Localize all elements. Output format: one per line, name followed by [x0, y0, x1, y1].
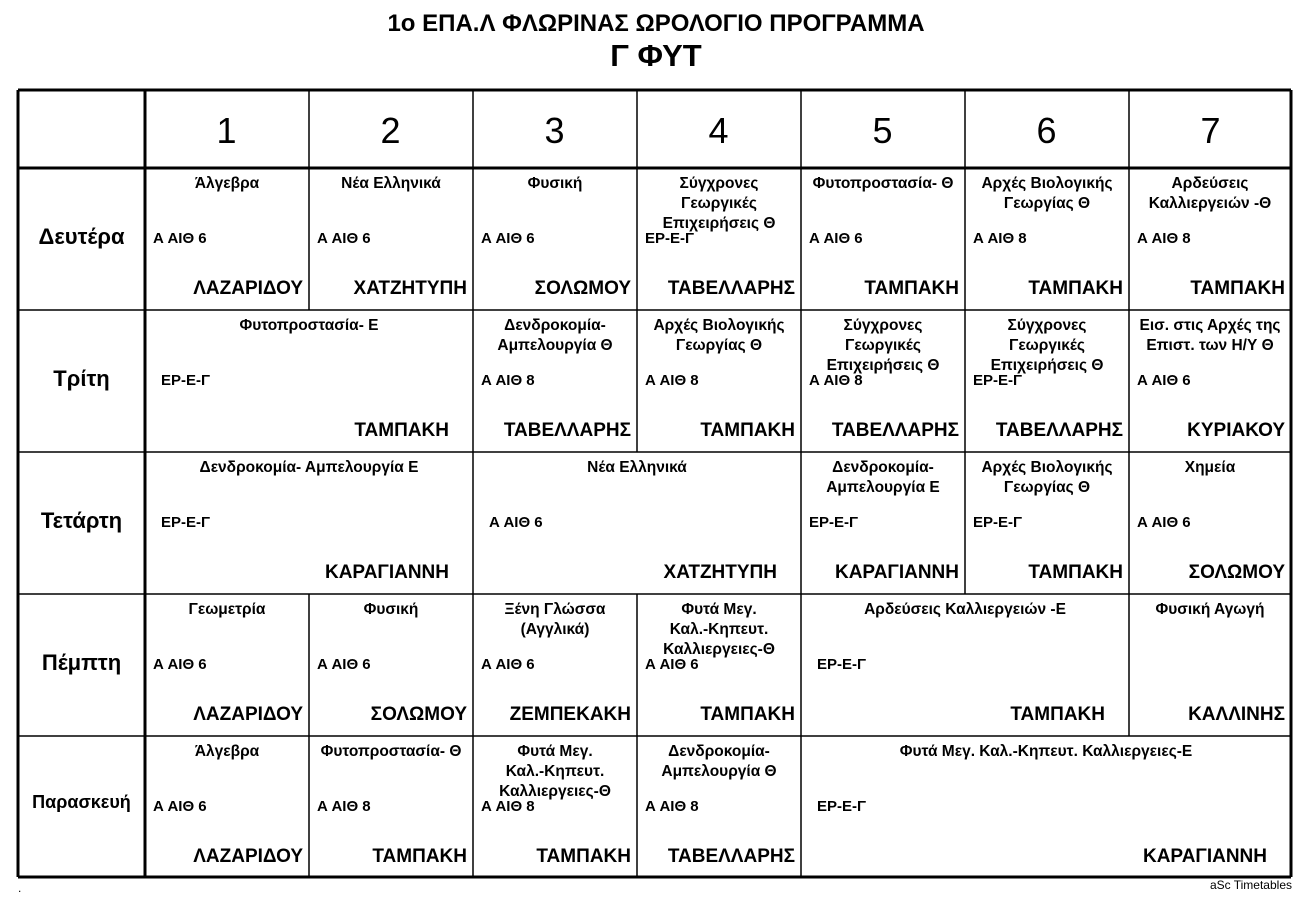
lesson-subject: Χημεία	[1184, 459, 1236, 476]
lesson-cell[interactable]	[309, 736, 473, 878]
lesson-cell[interactable]	[145, 452, 473, 594]
lesson-cell[interactable]	[473, 594, 637, 736]
lesson-subject: Φυτά Μεγ. Καλ.-Κηπευτ. Καλλιεργειες-Ε	[899, 743, 1193, 760]
lesson-cell[interactable]	[473, 310, 637, 452]
lesson-cell[interactable]	[1129, 310, 1291, 452]
period-number: 4	[708, 110, 729, 151]
lesson-room: Α ΑΙΘ 6	[1137, 372, 1191, 389]
period-number: 6	[1036, 110, 1057, 151]
lesson-cell[interactable]	[145, 310, 473, 452]
lesson-cell[interactable]	[965, 168, 1129, 310]
period-number: 7	[1200, 110, 1221, 151]
lesson-teacher: ΤΑΒΕΛΛΑΡΗΣ	[995, 420, 1123, 441]
lesson-room: Α ΑΙΘ 6	[317, 230, 371, 247]
lesson-room: ΕΡ-Ε-Γ	[817, 798, 867, 815]
lesson-room: Α ΑΙΘ 8	[645, 798, 699, 815]
lesson-subject: Αρχές Βιολογικής Γεωργίας Θ	[653, 317, 785, 354]
lesson-cell[interactable]	[145, 168, 309, 310]
lesson-teacher: ΛΑΖΑΡΙΔΟΥ	[193, 704, 303, 725]
lesson-cell[interactable]	[801, 452, 965, 594]
lesson-room: Α ΑΙΘ 6	[317, 656, 371, 673]
lesson-teacher: ΤΑΜΠΑΚΗ	[1028, 278, 1123, 299]
lesson-cell[interactable]	[309, 594, 473, 736]
lesson-teacher: ΤΑΜΠΑΚΗ	[700, 420, 795, 441]
lesson-subject: Άλγεβρα	[194, 743, 260, 760]
lesson-room: Α ΑΙΘ 8	[809, 372, 863, 389]
lesson-subject: Φυσική	[363, 601, 419, 618]
lesson-room: Α ΑΙΘ 6	[153, 656, 207, 673]
lesson-subject: Σύγχρονες Γεωργικές Επιχειρήσεις Θ	[662, 175, 776, 232]
class-name: Γ ΦΥΤ	[610, 38, 702, 73]
lesson-room: Α ΑΙΘ 6	[153, 230, 207, 247]
lesson-room: Α ΑΙΘ 6	[1137, 514, 1191, 531]
lesson-room: Α ΑΙΘ 6	[489, 514, 543, 531]
lesson-cell[interactable]	[965, 452, 1129, 594]
lesson-subject: Δενδροκομία- Αμπελουργία Θ	[661, 743, 777, 780]
lesson-teacher: ΤΑΒΕΛΛΑΡΗΣ	[667, 846, 795, 867]
lesson-teacher: ΤΑΒΕΛΛΑΡΗΣ	[667, 278, 795, 299]
lesson-cell[interactable]	[965, 310, 1129, 452]
lesson-subject: Αρδεύσεις Καλλιεργειών -Θ	[1148, 175, 1272, 212]
lesson-cell[interactable]	[637, 736, 801, 878]
lesson-teacher: ΤΑΜΠΑΚΗ	[700, 704, 795, 725]
lesson-cell[interactable]	[801, 168, 965, 310]
lesson-subject: Νέα Ελληνικά	[341, 175, 441, 192]
lesson-teacher: ΤΑΜΠΑΚΗ	[864, 278, 959, 299]
lesson-teacher: ΧΑΤΖΗΤΥΠΗ	[663, 562, 777, 583]
lesson-subject: Σύγχρονες Γεωργικές Επιχειρήσεις Θ	[826, 317, 940, 374]
lesson-cell[interactable]	[309, 168, 473, 310]
lesson-teacher: ΛΑΖΑΡΙΔΟΥ	[193, 278, 303, 299]
lesson-cell[interactable]	[637, 168, 801, 310]
lesson-teacher: ΤΑΜΠΑΚΗ	[536, 846, 631, 867]
lesson-room: Α ΑΙΘ 6	[153, 798, 207, 815]
lesson-room: ΕΡ-Ε-Γ	[161, 514, 211, 531]
lesson-subject: Φυσική Αγωγή	[1155, 601, 1265, 618]
lesson-subject: Γεωμετρία	[188, 601, 266, 618]
lesson-teacher: ΤΑΜΠΑΚΗ	[354, 420, 449, 441]
lesson-teacher: ΧΑΤΖΗΤΥΠΗ	[353, 278, 467, 299]
day-label: Παρασκευή	[32, 792, 131, 812]
lesson-teacher: ΛΑΖΑΡΙΔΟΥ	[193, 846, 303, 867]
lesson-room: ΕΡ-Ε-Γ	[973, 372, 1023, 389]
lesson-subject: Φυτοπροστασία- Θ	[320, 743, 462, 760]
lesson-subject: Αρχές Βιολογικής Γεωργίας Θ	[981, 175, 1113, 212]
lesson-subject: Φυτά Μεγ. Καλ.-Κηπευτ. Καλλιεργειες-Θ	[499, 743, 611, 800]
period-number: 2	[380, 110, 401, 151]
lesson-teacher: ΣΟΛΩΜΟΥ	[1188, 562, 1285, 583]
lesson-room: Α ΑΙΘ 8	[481, 372, 535, 389]
lesson-room: Α ΑΙΘ 8	[973, 230, 1027, 247]
lesson-room: Α ΑΙΘ 6	[645, 656, 699, 673]
lesson-subject: Φυτοπροστασία- Ε	[239, 317, 379, 334]
lesson-room: Α ΑΙΘ 6	[481, 230, 535, 247]
lesson-cell[interactable]	[145, 594, 309, 736]
lesson-room: Α ΑΙΘ 8	[317, 798, 371, 815]
lesson-cell[interactable]	[473, 168, 637, 310]
lesson-room: ΕΡ-Ε-Γ	[973, 514, 1023, 531]
lesson-subject: Αρχές Βιολογικής Γεωργίας Θ	[981, 459, 1113, 496]
lesson-cell[interactable]	[801, 594, 1129, 736]
lesson-room: Α ΑΙΘ 8	[481, 798, 535, 815]
day-label: Πέμπτη	[41, 650, 122, 675]
lesson-teacher: ΚΑΛΛΙΝΗΣ	[1188, 704, 1285, 725]
lesson-teacher: ΤΑΜΠΑΚΗ	[372, 846, 467, 867]
lesson-subject: Άλγεβρα	[194, 175, 260, 192]
lesson-subject: Φυτά Μεγ. Καλ.-Κηπευτ. Καλλιεργειες-Θ	[663, 601, 775, 658]
lesson-cell[interactable]	[637, 310, 801, 452]
lesson-cell[interactable]	[1129, 594, 1291, 736]
lesson-cell[interactable]	[473, 452, 801, 594]
period-number: 3	[544, 110, 565, 151]
footer-mark: .	[18, 881, 22, 895]
lesson-teacher: ΣΟΛΩΜΟΥ	[370, 704, 467, 725]
lesson-teacher: ΤΑΜΠΑΚΗ	[1010, 704, 1105, 725]
period-number: 1	[216, 110, 237, 151]
lesson-teacher: ΚΑΡΑΓΙΑΝΝΗ	[1142, 846, 1267, 867]
day-label: Τετάρτη	[40, 508, 123, 533]
lesson-cell[interactable]	[1129, 452, 1291, 594]
lesson-subject: Δενδροκομία- Αμπελουργία Ε	[199, 459, 419, 476]
lesson-subject: Φυτοπροστασία- Θ	[812, 175, 954, 192]
lesson-teacher: ΚΑΡΑΓΙΑΝΝΗ	[324, 562, 449, 583]
lesson-teacher: ΣΟΛΩΜΟΥ	[534, 278, 631, 299]
lesson-teacher: ΤΑΜΠΑΚΗ	[1028, 562, 1123, 583]
lesson-subject: Αρδεύσεις Καλλιεργειών -Ε	[864, 601, 1066, 618]
lesson-teacher: ΚΑΡΑΓΙΑΝΝΗ	[834, 562, 959, 583]
lesson-room: Α ΑΙΘ 8	[1137, 230, 1191, 247]
lesson-room: Α ΑΙΘ 6	[809, 230, 863, 247]
lesson-subject: Δενδροκομία- Αμπελουργία Ε	[826, 459, 940, 496]
lesson-teacher: ΚΥΡΙΑΚΟΥ	[1187, 420, 1285, 441]
lesson-room: ΕΡ-Ε-Γ	[645, 230, 695, 247]
lesson-room: ΕΡ-Ε-Γ	[817, 656, 867, 673]
lesson-subject: Νέα Ελληνικά	[587, 459, 687, 476]
lesson-teacher: ΤΑΒΕΛΛΑΡΗΣ	[503, 420, 631, 441]
lesson-teacher: ΤΑΒΕΛΛΑΡΗΣ	[831, 420, 959, 441]
lesson-cell[interactable]	[801, 310, 965, 452]
lesson-cell[interactable]	[801, 736, 1291, 878]
day-label: Δευτέρα	[38, 224, 125, 249]
lesson-room: ΕΡ-Ε-Γ	[161, 372, 211, 389]
lesson-room: Α ΑΙΘ 6	[481, 656, 535, 673]
lesson-subject: Ξένη Γλώσσα (Αγγλικά)	[504, 601, 606, 638]
lesson-subject: Σύγχρονες Γεωργικές Επιχειρήσεις Θ	[990, 317, 1104, 374]
lesson-room: ΕΡ-Ε-Γ	[809, 514, 859, 531]
lesson-subject: Φυσική	[527, 175, 583, 192]
lesson-subject: Εισ. στις Αρχές της Επιστ. των Η/Υ Θ	[1139, 317, 1281, 354]
footer-credit: aSc Timetables	[1209, 878, 1292, 892]
period-number: 5	[872, 110, 893, 151]
lesson-teacher: ΤΑΜΠΑΚΗ	[1190, 278, 1285, 299]
lesson-cell[interactable]	[473, 736, 637, 878]
lesson-cell[interactable]	[145, 736, 309, 878]
lesson-teacher: ΖΕΜΠΕΚΑΚΗ	[509, 704, 631, 725]
lesson-cell[interactable]	[1129, 168, 1291, 310]
day-label: Τρίτη	[53, 366, 110, 391]
lesson-cell[interactable]	[637, 594, 801, 736]
lesson-room: Α ΑΙΘ 8	[645, 372, 699, 389]
lesson-subject: Δενδροκομία- Αμπελουργία Θ	[497, 317, 613, 354]
school-title: 1ο ΕΠΑ.Λ ΦΛΩΡΙΝΑΣ ΩΡΟΛΟΓΙΟ ΠΡΟΓΡΑΜΜΑ	[387, 10, 925, 37]
